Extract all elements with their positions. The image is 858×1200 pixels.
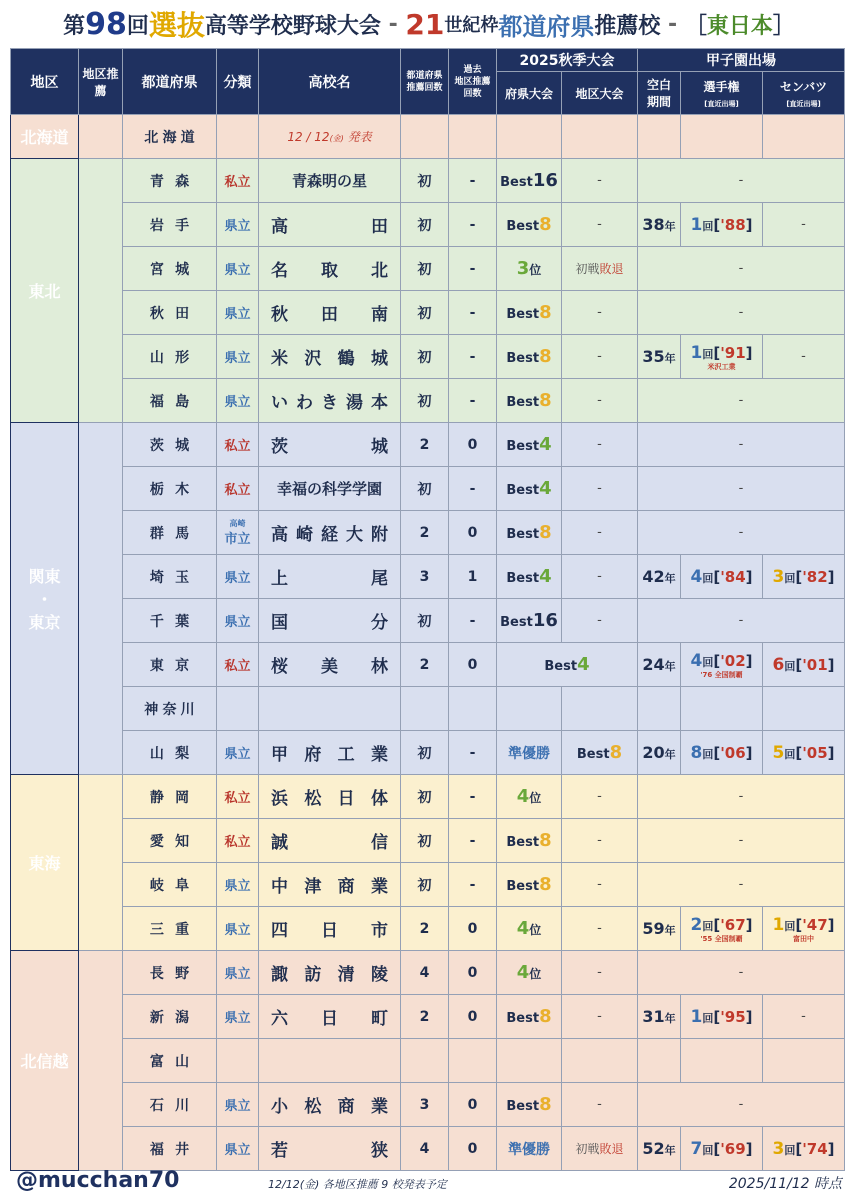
past-region-rec: - bbox=[449, 467, 497, 511]
pref-rec-count: 初 bbox=[401, 775, 449, 819]
table-row bbox=[11, 951, 845, 995]
koshien-none: - bbox=[638, 159, 845, 203]
region-result: - bbox=[562, 291, 638, 335]
region-hokushinetsu: 北信越 bbox=[11, 951, 79, 1171]
region-result: - bbox=[562, 555, 638, 599]
title-century-number: 21 bbox=[405, 7, 445, 41]
pref-rec-count: 初 bbox=[401, 379, 449, 423]
prefecture-cell: 石川 bbox=[123, 1083, 217, 1127]
region-result: - bbox=[562, 819, 638, 863]
pref-result: 準優勝 bbox=[497, 731, 562, 775]
school-name: 小松商業 bbox=[259, 1083, 401, 1127]
past-region-rec: - bbox=[449, 731, 497, 775]
region-result: - bbox=[562, 951, 638, 995]
region-result: - bbox=[562, 775, 638, 819]
classification-cell: 私立 bbox=[217, 819, 259, 863]
pref-rec-count: 初 bbox=[401, 247, 449, 291]
championship-appearances: 1回['91] 米沢工業 bbox=[681, 335, 763, 379]
pref-result: Best8 bbox=[497, 379, 562, 423]
table-row bbox=[11, 159, 845, 203]
region-result: 初戦敗退 bbox=[562, 1127, 638, 1171]
senbatsu-appearances: 3回['74] bbox=[763, 1127, 845, 1171]
gap-period: 52年 bbox=[638, 1127, 681, 1171]
classification-cell: 県立 bbox=[217, 731, 259, 775]
region-result: - bbox=[562, 907, 638, 951]
gap-period: 35年 bbox=[638, 335, 681, 379]
title-part: 高等学校野球大会 bbox=[204, 13, 381, 39]
pref-result: 3位 bbox=[497, 247, 562, 291]
classification-cell: 私立 bbox=[217, 467, 259, 511]
region-result: - bbox=[562, 159, 638, 203]
pref-result: Best8 bbox=[497, 511, 562, 555]
classification-cell: 私立 bbox=[217, 643, 259, 687]
classification-cell: 県立 bbox=[217, 555, 259, 599]
past-region-rec: - bbox=[449, 379, 497, 423]
region-result: - bbox=[562, 599, 638, 643]
gap-period: 38年 bbox=[638, 203, 681, 247]
region-tokai: 東海 bbox=[11, 775, 79, 951]
pref-result: Best16 bbox=[497, 599, 562, 643]
pref-rec-count: 初 bbox=[401, 863, 449, 907]
championship-appearances: 8回['06] bbox=[681, 731, 763, 775]
pref-result: Best8 bbox=[497, 863, 562, 907]
pref-result: Best8 bbox=[497, 335, 562, 379]
classification-cell: 県立 bbox=[217, 599, 259, 643]
tokyo-result: Best4 bbox=[497, 643, 638, 687]
classification-cell: 県立 bbox=[217, 907, 259, 951]
table-row bbox=[11, 467, 845, 511]
classification-cell: 県立 bbox=[217, 291, 259, 335]
pref-rec-count: 2 bbox=[401, 423, 449, 467]
past-region-rec: - bbox=[449, 775, 497, 819]
past-region-rec: 0 bbox=[449, 423, 497, 467]
koshien-none: - bbox=[638, 379, 845, 423]
prefecture-cell: 新潟 bbox=[123, 995, 217, 1039]
senbatsu-appearances: - bbox=[763, 203, 845, 247]
school-name: 秋田南 bbox=[259, 291, 401, 335]
prefecture-cell: 神奈川 bbox=[123, 687, 217, 731]
table-row bbox=[11, 863, 845, 907]
school-name: 甲府工業 bbox=[259, 731, 401, 775]
header-region-recommend: 地区推薦 bbox=[79, 49, 123, 115]
pref-result: Best8 bbox=[497, 1083, 562, 1127]
footer bbox=[10, 1168, 848, 1198]
koshien-none: - bbox=[638, 467, 845, 511]
table-row bbox=[11, 1039, 845, 1083]
header-pref-rec-count: 都道府県 推薦回数 bbox=[401, 49, 449, 115]
title-edition-number: 98 bbox=[85, 6, 127, 42]
past-region-rec: - bbox=[449, 863, 497, 907]
as-of-date: 2025/11/12 時点 bbox=[728, 1176, 842, 1192]
header-classification: 分類 bbox=[217, 49, 259, 115]
table-row bbox=[11, 643, 845, 687]
region-kanto-tokyo: 関東 ・ 東京 bbox=[11, 423, 79, 775]
pref-rec-count: 3 bbox=[401, 555, 449, 599]
past-region-rec: - bbox=[449, 335, 497, 379]
header-senbatsu: センバツ [直近出場] bbox=[763, 72, 845, 115]
pref-result: 4位 bbox=[497, 907, 562, 951]
header-koshien: 甲子園出場 bbox=[638, 49, 845, 72]
prefecture-cell: 富山 bbox=[123, 1039, 217, 1083]
senbatsu-appearances: - bbox=[763, 335, 845, 379]
title-separator: - bbox=[660, 11, 685, 37]
table-row bbox=[11, 291, 845, 335]
prefecture-cell: 栃木 bbox=[123, 467, 217, 511]
pref-result: Best4 bbox=[497, 467, 562, 511]
pref-result: 準優勝 bbox=[497, 1127, 562, 1171]
past-region-rec: - bbox=[449, 247, 497, 291]
footer-note: 12/12(金) 各地区推薦 9 校発表予定 bbox=[268, 1178, 447, 1191]
title-part: 第 bbox=[63, 13, 86, 39]
koshien-none: - bbox=[638, 819, 845, 863]
region-result: - bbox=[562, 423, 638, 467]
past-region-rec: 0 bbox=[449, 951, 497, 995]
past-region-rec: - bbox=[449, 291, 497, 335]
classification-cell: 私立 bbox=[217, 775, 259, 819]
table-row bbox=[11, 379, 845, 423]
pref-rec-count: 2 bbox=[401, 995, 449, 1039]
title-part: 世紀枠 bbox=[444, 15, 499, 36]
senbatsu-appearances: 3回['82] bbox=[763, 555, 845, 599]
senbatsu-appearances: 6回['01] bbox=[763, 643, 845, 687]
school-name: 桜美林 bbox=[259, 643, 401, 687]
title-part: 回 bbox=[126, 13, 149, 39]
prefecture-cell: 静岡 bbox=[123, 775, 217, 819]
gap-period: 31年 bbox=[638, 995, 681, 1039]
prefecture-cell: 愛知 bbox=[123, 819, 217, 863]
pref-rec-count: 初 bbox=[401, 335, 449, 379]
prefecture-cell: 山形 bbox=[123, 335, 217, 379]
header-prefecture: 都道府県 bbox=[123, 49, 217, 115]
classification-cell: 高崎 市立 bbox=[217, 511, 259, 555]
classification-cell: 県立 bbox=[217, 379, 259, 423]
pref-result: Best8 bbox=[497, 203, 562, 247]
title-east-japan: 東日本 bbox=[706, 13, 773, 39]
koshien-none: - bbox=[638, 247, 845, 291]
region-result: - bbox=[562, 203, 638, 247]
title-separator: - bbox=[380, 11, 406, 37]
table-row bbox=[11, 555, 845, 599]
schools-table bbox=[10, 48, 845, 1171]
pref-result: Best8 bbox=[497, 995, 562, 1039]
prefecture-cell: 岩手 bbox=[123, 203, 217, 247]
championship-appearances: 2回['67] '55 全国制覇 bbox=[681, 907, 763, 951]
prefecture-cell: 山梨 bbox=[123, 731, 217, 775]
pref-rec-count: 初 bbox=[401, 159, 449, 203]
title-bracket: ］ bbox=[772, 13, 795, 39]
senbatsu-appearances: - bbox=[763, 995, 845, 1039]
koshien-none: - bbox=[638, 951, 845, 995]
gap-period: 20年 bbox=[638, 731, 681, 775]
prefecture-cell: 群馬 bbox=[123, 511, 217, 555]
past-region-rec: 0 bbox=[449, 995, 497, 1039]
classification-cell: 私立 bbox=[217, 159, 259, 203]
announce-date: 12 / 12(金) 発表 bbox=[259, 115, 401, 159]
table-row bbox=[11, 907, 845, 951]
title-bracket: ［ bbox=[684, 13, 707, 39]
prefecture-cell: 宮城 bbox=[123, 247, 217, 291]
koshien-none: - bbox=[638, 511, 845, 555]
past-region-rec: 0 bbox=[449, 511, 497, 555]
prefecture-cell: 長野 bbox=[123, 951, 217, 995]
prefecture-cell: 福島 bbox=[123, 379, 217, 423]
classification-cell: 県立 bbox=[217, 1083, 259, 1127]
school-name: 茨城 bbox=[259, 423, 401, 467]
table-row bbox=[11, 731, 845, 775]
pref-rec-count: 4 bbox=[401, 1127, 449, 1171]
school-name: 諏訪清陵 bbox=[259, 951, 401, 995]
title-senbatsu: 選抜 bbox=[148, 9, 205, 42]
table-row bbox=[11, 819, 845, 863]
region-result: - bbox=[562, 379, 638, 423]
senbatsu-appearances: 1回['47] 富田中 bbox=[763, 907, 845, 951]
region-result: - bbox=[562, 335, 638, 379]
school-name: 幸福の科学学園 bbox=[259, 467, 401, 511]
championship-appearances: 1回['88] bbox=[681, 203, 763, 247]
prefecture-cell: 北海道 bbox=[123, 115, 217, 159]
gap-period: 24年 bbox=[638, 643, 681, 687]
classification-cell: 県立 bbox=[217, 863, 259, 907]
championship-appearances: 1回['95] bbox=[681, 995, 763, 1039]
classification-cell: 私立 bbox=[217, 423, 259, 467]
koshien-none: - bbox=[638, 599, 845, 643]
region-result: Best8 bbox=[562, 731, 638, 775]
pref-rec-count: 初 bbox=[401, 467, 449, 511]
header-region: 地区 bbox=[11, 49, 79, 115]
school-name: 中津商業 bbox=[259, 863, 401, 907]
table-row bbox=[11, 1083, 845, 1127]
koshien-none: - bbox=[638, 423, 845, 467]
championship-appearances: 7回['69] bbox=[681, 1127, 763, 1171]
prefecture-cell: 東京 bbox=[123, 643, 217, 687]
region-result: - bbox=[562, 863, 638, 907]
past-region-rec: - bbox=[449, 599, 497, 643]
pref-rec-count: 初 bbox=[401, 291, 449, 335]
pref-rec-count: 初 bbox=[401, 203, 449, 247]
region-result: - bbox=[562, 467, 638, 511]
past-region-rec: 0 bbox=[449, 643, 497, 687]
past-region-rec: - bbox=[449, 159, 497, 203]
region-tohoku: 東北 bbox=[11, 159, 79, 423]
region-result: - bbox=[562, 995, 638, 1039]
school-name: 四日市 bbox=[259, 907, 401, 951]
past-region-rec: 0 bbox=[449, 1127, 497, 1171]
prefecture-cell: 三重 bbox=[123, 907, 217, 951]
classification-cell: 県立 bbox=[217, 995, 259, 1039]
prefecture-cell: 青森 bbox=[123, 159, 217, 203]
pref-rec-count: 初 bbox=[401, 599, 449, 643]
school-name: 誠信 bbox=[259, 819, 401, 863]
koshien-none: - bbox=[638, 1083, 845, 1127]
table-row bbox=[11, 335, 845, 379]
prefecture-cell: 千葉 bbox=[123, 599, 217, 643]
pref-result: Best16 bbox=[497, 159, 562, 203]
senbatsu-appearances: 5回['05] bbox=[763, 731, 845, 775]
prefecture-cell: 茨城 bbox=[123, 423, 217, 467]
pref-rec-count: 2 bbox=[401, 643, 449, 687]
table-row bbox=[11, 247, 845, 291]
region-result: - bbox=[562, 1083, 638, 1127]
championship-appearances: 4回['84] bbox=[681, 555, 763, 599]
header-autumn-2025: 2025秋季大会 bbox=[497, 49, 638, 72]
pref-rec-count: 初 bbox=[401, 819, 449, 863]
region-result: - bbox=[562, 511, 638, 555]
pref-rec-count: 初 bbox=[401, 731, 449, 775]
pref-result: Best8 bbox=[497, 291, 562, 335]
header-region-tournament: 地区大会 bbox=[562, 72, 638, 115]
pref-rec-count: 2 bbox=[401, 907, 449, 951]
school-name: 浜松日体 bbox=[259, 775, 401, 819]
pref-rec-count: 2 bbox=[401, 511, 449, 555]
classification-cell: 県立 bbox=[217, 203, 259, 247]
koshien-none: - bbox=[638, 775, 845, 819]
school-name: 六日町 bbox=[259, 995, 401, 1039]
prefecture-cell: 福井 bbox=[123, 1127, 217, 1171]
championship-appearances: 4回['02] '76 全国制覇 bbox=[681, 643, 763, 687]
prefecture-cell: 秋田 bbox=[123, 291, 217, 335]
table-row bbox=[11, 115, 845, 159]
school-name: 国分 bbox=[259, 599, 401, 643]
past-region-rec: 0 bbox=[449, 1083, 497, 1127]
koshien-none: - bbox=[638, 863, 845, 907]
header-gap-period: 空白 期間 bbox=[638, 72, 681, 115]
school-name: 若狭 bbox=[259, 1127, 401, 1171]
pref-rec-count: 4 bbox=[401, 951, 449, 995]
gap-period: 42年 bbox=[638, 555, 681, 599]
table-row bbox=[11, 423, 845, 467]
koshien-none: - bbox=[638, 291, 845, 335]
header-championship: 選手権 [直近出場] bbox=[681, 72, 763, 115]
school-name: 米沢鶴城 bbox=[259, 335, 401, 379]
school-name: 青森明の星 bbox=[259, 159, 401, 203]
classification-cell: 県立 bbox=[217, 335, 259, 379]
pref-rec-count: 3 bbox=[401, 1083, 449, 1127]
school-name: 高田 bbox=[259, 203, 401, 247]
header-pref-tournament: 府県大会 bbox=[497, 72, 562, 115]
classification-cell: 県立 bbox=[217, 951, 259, 995]
table-row bbox=[11, 203, 845, 247]
table-row bbox=[11, 687, 845, 731]
table-row bbox=[11, 599, 845, 643]
title-prefectures: 都道府県 bbox=[498, 12, 595, 41]
prefecture-cell: 埼玉 bbox=[123, 555, 217, 599]
header-past-region-rec: 過去 地区推薦 回数 bbox=[449, 49, 497, 115]
school-name: いわき湯本 bbox=[259, 379, 401, 423]
header-school: 高校名 bbox=[259, 49, 401, 115]
table-row bbox=[11, 511, 845, 555]
table-row bbox=[11, 775, 845, 819]
table-row bbox=[11, 995, 845, 1039]
page-title bbox=[10, 0, 848, 48]
pref-result: Best4 bbox=[497, 555, 562, 599]
school-name: 上尾 bbox=[259, 555, 401, 599]
author-handle[interactable]: @mucchan70 bbox=[16, 1168, 180, 1193]
gap-period: 59年 bbox=[638, 907, 681, 951]
past-region-rec: 0 bbox=[449, 907, 497, 951]
past-region-rec: - bbox=[449, 819, 497, 863]
prefecture-cell: 岐阜 bbox=[123, 863, 217, 907]
classification-cell: 県立 bbox=[217, 1127, 259, 1171]
table-row bbox=[11, 1127, 845, 1171]
pref-result: Best4 bbox=[497, 423, 562, 467]
pref-result: 4位 bbox=[497, 951, 562, 995]
pref-result: 4位 bbox=[497, 775, 562, 819]
school-name: 高崎経大附 bbox=[259, 511, 401, 555]
school-name: 名取北 bbox=[259, 247, 401, 291]
classification-cell: 県立 bbox=[217, 247, 259, 291]
pref-result: Best8 bbox=[497, 819, 562, 863]
region-hokkaido: 北海道 bbox=[11, 115, 79, 159]
title-part: 推薦校 bbox=[594, 13, 661, 39]
region-result: 初戦敗退 bbox=[562, 247, 638, 291]
past-region-rec: 1 bbox=[449, 555, 497, 599]
past-region-rec: - bbox=[449, 203, 497, 247]
